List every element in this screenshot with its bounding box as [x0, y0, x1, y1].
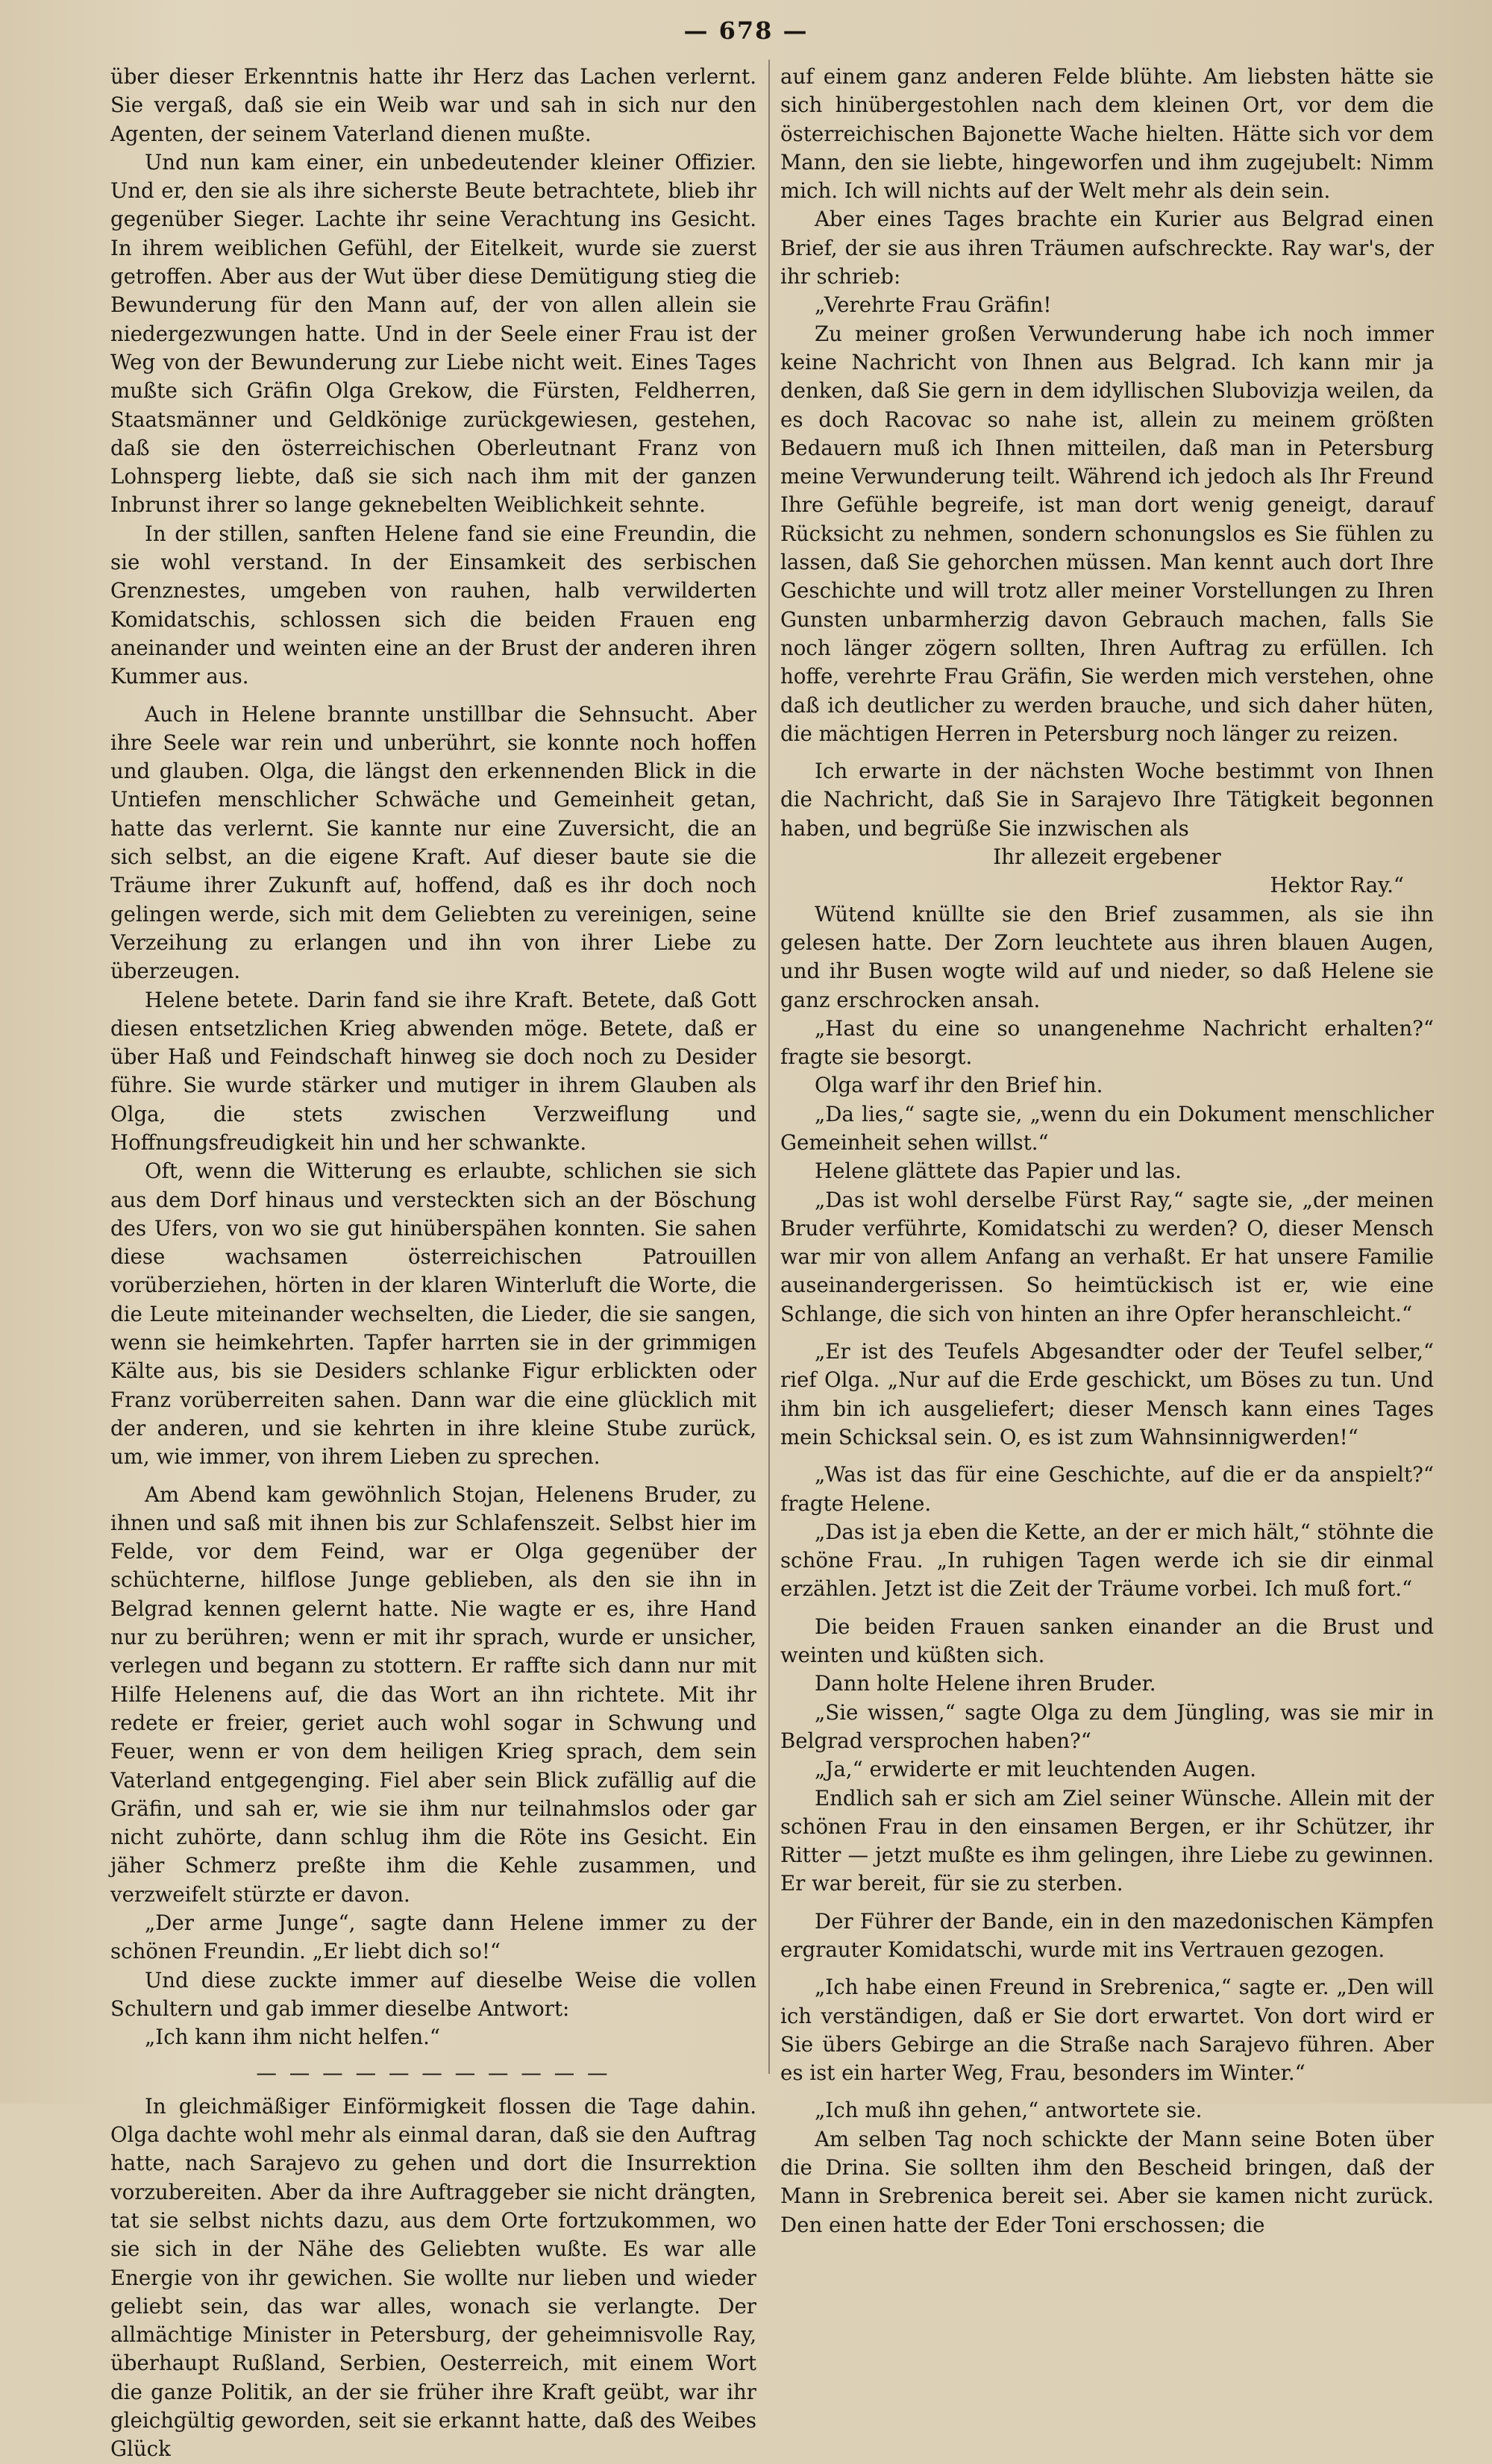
paragraph: „Ich habe einen Freund in Srebrenica,“ sagte er. „Den will ich verständigen, daß er Sie dort erwartet. Von dort wird er Sie übers Gebirge an die Straße nach Sarajevo führen. Aber es ist ein harter Weg, Frau, besonders im Winter.“ — [780, 1975, 1434, 2086]
paragraph: „Das ist ja eben die Kette, an der er mich hält,“ stöhnte die schöne Frau. „In ruhigen Tagen werde ich sie dir einmal erzählen. Jetzt ist die Zeit der Träume vorbei. Ich muß fort.“ — [780, 1519, 1434, 1602]
paragraph: „Ich muß ihn gehen,“ antwortete sie. — [815, 2098, 1203, 2123]
paragraph: „Ich kann ihm nicht helfen.“ — [145, 2025, 441, 2050]
paragraph: Helene glättete das Papier und las. — [815, 1159, 1182, 1184]
paragraph: „Er ist des Teufels Abgesandter oder der Teufel selber,“ rief Olga. „Nur auf die Erde geschickt, um Böses zu tun. Und ihm bin ich ausgeliefert; dieser Mensch kann eines Tages mein Schicksal sein. O, es ist zum Wahnsinnigwerden!“ — [780, 1339, 1434, 1449]
paragraph: „Der arme Junge“, sagte dann Helene immer zu der schönen Freundin. „Er liebt dich so!“ — [110, 1910, 756, 1964]
paragraph: Oft, wenn die Witterung es erlaubte, schlichen sie sich aus dem Dorf hinaus und versteckten sich an der Böschung des Ufers, von wo sie gut hinüberspähen konnten. Sie sahen diese wachsamen österreichischen Patrouillen vorüberziehen, hörten in der klaren Winterluft die Worte, die die Leute miteinander wechselten, die Lieder, die sie sangen, wenn sie heimkehrten. Tapfer harrten sie in der grimmigen Kälte aus, bis sie Desiders schlanke Figur erblickten oder Franz vorüberreiten sahen. Dann war die eine glücklich mit der anderen, und sie kehrten in ihre kleine Stube zurück, um, wie immer, von ihrem Lieben zu sprechen. — [110, 1159, 756, 1470]
paragraph: Endlich sah er sich am Ziel seiner Wünsche. Allein mit der schönen Frau in den einsamen Bergen, er ihr Schützer, ihr Ritter — jetzt mußte es ihm gelingen, ihre Liebe zu gewinnen. Er war bereit, für sie zu sterben. — [780, 1785, 1434, 1896]
section-separator: — — — — — — — — — — — — [256, 2060, 611, 2086]
paragraph: Der Führer der Bande, ein in den mazedonischen Kämpfen ergrauter Komidatschi, wurde mit ins Vertrauen gezogen. — [780, 1908, 1434, 1962]
paragraph: Ihr allezeit ergebener — [993, 844, 1221, 870]
column-divider — [768, 60, 770, 2074]
right-column — [780, 63, 1434, 2237]
paragraph: Wütend knüllte sie den Brief zusammen, als sie ihn gelesen hatte. Der Zorn leuchtete aus ihren blauen Augen, und ihr Busen wogte wild auf und nieder, so daß Helene sie ganz erschrocken ansah. — [780, 901, 1434, 1012]
paragraph: Die beiden Frauen sanken einander an die Brust und weinten und küßten sich. — [780, 1614, 1434, 1668]
paragraph: auf einem ganz anderen Felde blühte. Am liebsten hätte sie sich hinübergestohlen nach dem kleinen Ort, vor dem die österreichischen Bajonette Wache hielten. Hätte sich vor dem Mann, den sie liebte, hingeworfen und ihm zugejubelt: Nimm mich. Ich will nichts auf der Welt mehr als dein sein. — [780, 64, 1434, 204]
paragraph: „Ja,“ erwiderte er mit leuchtenden Augen. — [815, 1757, 1257, 1782]
paragraph: Und nun kam einer, ein unbedeutender kleiner Offizier. Und er, den sie als ihre sicherste Beute betrachtete, blieb ihr gegenüber Sieger. Lachte ihr seine Verachtung ins Gesicht. In ihrem weiblichen Gefühl, der Eitelkeit, wurde sie zuerst getroffen. Aber aus der Wut über diese Demütigung stieg die Bewunderung für den Mann auf, der von allen allein sie niedergezwungen hatte. Und in der Seele einer Frau ist der Weg von der Bewunderung zur Liebe nicht weit. Eines Tages mußte sich Gräfin Olga Grekow, die Fürsten, Feldherren, Staatsmänner und Geldkönige zurückgewiesen, gestehen, daß sie den österreichischen Oberleutnant Franz von Lohnsperg liebte, daß sie sich nach ihm mit der ganzen Inbrunst ihrer so lange geknebelten Weiblichkeit sehnte. — [110, 149, 756, 518]
paragraph: Und diese zuckte immer auf dieselbe Weise die vollen Schultern und gab immer dieselbe Antwort: — [110, 1967, 756, 2021]
paragraph: über dieser Erkenntnis hatte ihr Herz das Lachen verlernt. Sie vergaß, daß sie ein Weib war und sah in sich nur den Agenten, der seinem Vaterland dienen mußte. — [110, 64, 756, 146]
paragraph: In der stillen, sanften Helene fand sie eine Freundin, die sie wohl verstand. In der Einsamkeit des serbischen Grenznestes, umgeben von rauhen, halb verwilderten Komidatschis, schlossen sich die beiden Frauen eng aneinander und weinten eine an der Brust der anderen ihren Kummer aus. — [110, 521, 756, 689]
paragraph: Ich erwarte in der nächsten Woche bestimmt von Ihnen die Nachricht, daß Sie in Sarajevo Ihre Tätigkeit begonnen haben, und begrüße Sie inzwischen als — [780, 759, 1434, 841]
paragraph: Zu meiner großen Verwunderung habe ich noch immer keine Nachricht von Ihnen aus Belgrad. Ich kann mir ja denken, daß Sie gern in dem idyllischen Slubovizja weilen, da es doch Racovac so nahe ist, allein zu meinem größten Bedauern muß ich Ihnen mitteilen, daß man in Petersburg meine Verwunderung teilt. Während ich jedoch als Ihr Freund Ihre Gefühle begreife, ist man dort wenig geneigt, darauf Rücksicht zu nehmen, sondern schonungslos es Sie fühlen zu lassen, daß Sie gehorchen müssen. Man kennt auch dort Ihre Geschichte und will trotz aller meiner Vorstellungen zu Ihren Gunsten unbarmherzig davon Gebrauch machen, falls Sie noch länger zögern sollten, Ihren Auftrag zu erfüllen. Ich hoffe, verehrte Frau Gräfin, Sie werden mich verstehen, ohne daß ich deutlicher zu werden brauche, und sich daher hüten, die mächtigen Herren in Petersburg noch länger zu reizen. — [780, 321, 1434, 746]
paragraph: „Verehrte Frau Gräfin! — [815, 292, 1052, 318]
paragraph: „Das ist wohl derselbe Fürst Ray,“ sagte sie, „der meinen Bruder verführte, Komidatschi zu werden? O, dieser Mensch war mir von allem Anfang an verhaßt. Er hat unsere Familie auseinandergerissen. So heimtückisch ist er, wie eine Schlange, die sich von hinten an ihre Opfer heranschleicht.“ — [780, 1187, 1434, 1326]
paragraph: Am selben Tag noch schickte der Mann seine Boten über die Drina. Sie sollten ihm den Bescheid bringen, daß der Mann in Srebrenica bereit sei. Aber sie kamen nicht zurück. Den einen hatte der Eder Toni erschossen; die — [780, 2126, 1434, 2237]
paragraph: Auch in Helene brannte unstillbar die Sehnsucht. Aber ihre Seele war rein und unberührt, sie konnte noch hoffen und glauben. Olga, die längst den erkennenden Blick in die Untiefen menschlicher Schwäche und Gemeinheit getan, hatte das verlernt. Sie kannte nur eine Zuversicht, die an sich selbst, an die eigene Kraft. Auf dieser baute sie die Träume ihrer Zukunft auf, hoffend, daß es ihr doch noch gelingen werde, sich mit dem Geliebten zu vereinigen, seine Verzeihung zu erlangen und ihn von ihrer Liebe zu überzeugen. — [110, 701, 756, 984]
paragraph: Olga warf ihr den Brief hin. — [815, 1073, 1103, 1098]
page-number: — 678 — — [683, 16, 809, 45]
paragraph: Helene betete. Darin fand sie ihre Kraft. Betete, daß Gott diesen entsetzlichen Krieg abwenden möge. Betete, daß er über Haß und Feindschaft hinweg sie doch noch zu Desider führe. Sie wurde stärker und mutiger in ihrem Glauben als Olga, die stets zwischen Verzweiflung und Hoffnungsfreudigkeit hin und her schwankte. — [110, 987, 756, 1155]
paragraph: Aber eines Tages brachte ein Kurier aus Belgrad einen Brief, der sie aus ihren Träumen aufschreckte. Ray war's, der ihr schrieb: — [780, 207, 1434, 289]
left-column — [110, 63, 756, 2462]
paragraph: Am Abend kam gewöhnlich Stojan, Helenens Bruder, zu ihnen und saß mit ihnen bis zur Schlafenszeit. Selbst hier im Felde, vor dem Feind, war er Olga gegenüber der schüchterne, hilflose Junge geblieben, als den sie ihn in Belgrad kennen gelernt hatte. Nie wagte er es, ihre Hand nur zu berühren; wenn er mit ihr sprach, wurde er unsicher, verlegen und begann zu stottern. Er raffte sich dann nur mit Hilfe Helenens auf, die das Wort an ihn richtete. Mit ihr redete er freier, geriet auch wohl sogar in Schwung und Feuer, wenn er von dem heiligen Krieg sprach, dem sein Vaterland entgegenging. Fiel aber sein Blick zufällig auf die Gräfin, und sah er, wie sie ihm nur teilnahmslos oder gar nicht zuhörte, dann schlug ihm die Röte ins Gesicht. Ein jäher Schmerz preßte ihm die Kehle zusammen, und verzweifelt stürzte er davon. — [110, 1482, 756, 1907]
paragraph: „Da lies,“ sagte sie, „wenn du ein Dokument menschlicher Gemeinheit sehen willst.“ — [780, 1101, 1434, 1155]
paragraph: Dann holte Helene ihren Bruder. — [815, 1671, 1156, 1696]
paragraph: Hektor Ray.“ — [1270, 873, 1404, 898]
paragraph: In gleichmäßiger Einförmigkeit flossen die Tage dahin. Olga dachte wohl mehr als einmal daran, daß sie den Auftrag hatte, nach Sarajevo zu gehen und dort die Insurrektion vorzubereiten. Aber da ihre Auftraggeber sie nicht drängten, tat sie selbst nichts dazu, aus dem Orte fortzukommen, wo sie sich in der Nähe des Geliebten wußte. Es war alle Energie von ihr gewichen. Sie wollte nur lieben und wieder geliebt sein, das war alles, wonach sie verlangte. Der allmächtige Minister in Petersburg, der geheimnisvolle Ray, überhaupt Rußland, Serbien, Oesterreich, mit einem Wort die ganze Politik, an der sie früher ihre Kraft geübt, war ihr gleichgültig geworden, seit sie erkannt hatte, daß des Weibes Glück — [110, 2093, 756, 2462]
paragraph: „Was ist das für eine Geschichte, auf die er da anspielt?“ fragte Helene. — [780, 1462, 1434, 1516]
paragraph: „Sie wissen,“ sagte Olga zu dem Jüngling, was sie mir in Belgrad versprochen haben?“ — [780, 1699, 1434, 1753]
paragraph: „Hast du eine so unangenehme Nachricht erhalten?“ fragte sie besorgt. — [780, 1015, 1434, 1070]
